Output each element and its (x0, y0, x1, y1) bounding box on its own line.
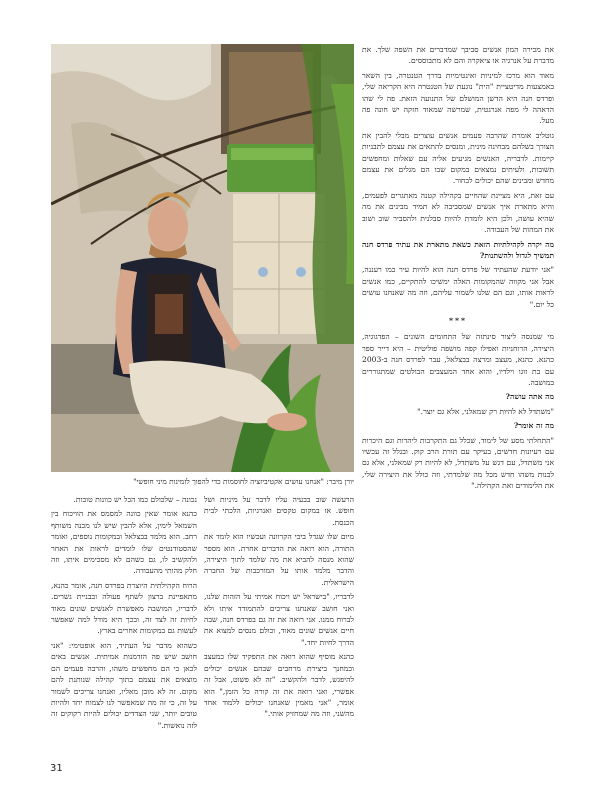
paragraph: את מכירה המון אנשים סביבך שמדברים את השפה שלך. את מדברת על אנרגיה או ציאקרה והם לא מתבוססים. (362, 45, 554, 66)
paragraph: הרעשה שוב בבעיה עליו לדבר על מיניות ושל חופש. אז במקום טקסים ואנרגיות, הלכתי לבית הכנסת. (204, 495, 354, 527)
paragraph: כשהוא מדבר על העתיד, הוא אופטימי: "אני חושב שיש פה הזדמנות אמיתית. אנשים באים לכאן כי הם מחפשים משהו, והרבה פעמים הם מוצאים את עצמם בתוך קהילה שנותנת להם מקום. זה לא מובן מאליו, ואנחנו צריכים לשמור על זה, כי זה מה שמאפשר לנו לצמוח יחד ולהיות טובים יותר, שני הצדדים יכולים להיות רקוקים זה לזה נואשות." (51, 640, 197, 730)
paragraph: מיום שלו שגדל ביבי הקרוונה ועכשיו הוא לומד את התורה, הוא רואה את הדברים אחרת. הוא מספר שהוא מנסה להביא את מה שלמד לתוך היצירה, והדבר מלמד אותו על המורכבות של החברה הישראלית. (204, 532, 354, 587)
article-column-middle (204, 494, 354, 723)
interview-question: מה זה אומר? (513, 421, 554, 431)
paragraph: הרוח הקהילתית היוצרת בפרדס חנה, אומר כהנא, מתאפיינת ברצון לשתף פעולה ובבניית גשרים. לדבריו, המושבה מאפשרת לאנשים שונים מאוד לחיות זה לצד זה, ובכך היא מודל למה שאפשר לעשות גם במקומות אחרים בארץ. (51, 580, 197, 636)
paragraph: מי שמנסה ליצור סינתזה של התחומים השונים – הפדגוגיה, היצירה, הרוחניות ואפילו קפה מושפה פוליטית – היא דייר ספר כהנא. כהנא, מעצב ומרצה בבצלאל, עבר לפרדס חנה ב-2003 עם בת זוגו וילדיו, והוא אחד המעצבים הבולטים שמתגוררים במושבה. (362, 332, 554, 387)
paragraph: כהנא מוסיף שהוא רואה את התפקיד שלו כמעצב וכמחנך ביצירת מרחבים שבהם אנשים יכולים להיפגש, לדבר ולהקשיב. "זה לא פשוט, אבל זה אפשרי, ואני רואה את זה קורה כל הזמן," הוא אומר, "אני מאמין שאנחנו יכולים ללמוד אחד מהשני, וזה מה שמחזיק אותי." (204, 652, 354, 719)
page-number: 31 (50, 763, 63, 774)
paragraph: "משתדל לא להיות רק שמאלני, אלא גם יוצר." (417, 406, 554, 416)
photo-illustration (51, 44, 354, 472)
paragraph: עם זאת, היא מציינת שהחיים בקהילה קטנה מאתגרים לפעמים, והיא מתארת איך אנשים שמסביבה לא תמיד מבינים את מה שהיא עושה, ולכן היא לומדת להיות סבלנית ולהסביר שוב ושוב את המהות של העבודה. (362, 190, 554, 235)
article-column-left (51, 494, 197, 734)
article-photo (51, 44, 354, 472)
section-divider: *** (449, 315, 467, 325)
interview-question: מה אתה עושה? (505, 392, 554, 402)
paragraph: מאוד הוא מרכז למיניות ואינטימיות בדרך הטנטרה, בין השאר באמצעות מדיטציית "הית" נוגעת של הטנטרה היא הקריאה שלי, ופרדס חנה היא הדשן המושלם של התנועה הזאת. פה לי שהו הדאהה לי מפה אנרגטית, שמרשה שמאוד חזקה יש חונה פה מעל. (362, 70, 554, 126)
paragraph: "התחלתי מסע של לימוד, שכלל גם התקרבות ליהדות וגם היכרות עם רעיונות חדשים, בעיקר עם תורת הרב קוק. ובגלל זה עכשיו אני משתדל, עם דגש על משתדל, לא להיות רק שמאלני, אלא גם לבנות משהו חדש מכל מה שלמדתי, וזה כולל את היצירה שלי, את הלימודים ואת הקהילה." (362, 435, 554, 491)
paragraph: לדבריו, "בישראל יש ויכוח אמיתי על הזהות שלנו, ואני חושב שאנחנו צריכים להתמודד איתו ולא לברוח ממנו. אני רואה את זה גם בפרדס חנה, שבה חיים אנשים שונים מאוד, וכולם מנסים למצוא את הדרך לחיות יחד." (204, 592, 354, 647)
paragraph: "אני יודעת שהעתיד של פרדס חנה הוא להיות עיר כמו רעננה, אבל אני מקווה שהמקומות האלה ימשיכו להתקיים, כמו אנשים לראות אותו, וגם הם שלנו לשמור עליהם, וזה מה שאנחנו עושים כל יום." (362, 265, 554, 309)
paragraph: גוטליב אומרת שהרבה פעמים אנשים עוצרים מבלי להבין את הצורך בשלהם מבחינה מינית, ומנסים להתאים את עצמם לתבניות קיימות. לדבריה, האנשים מגיעים אליה עם שאלות ומחפשים תשובות, ולעיתים נמצאים במקום שבו הם מגלים את עצמם מחדש ומבינים שהם יכולים לבחור. (362, 130, 554, 186)
interview-question: מה יקרה לקהילתיות הזאת כשאת מתארת את עתיד פרדס חנה תמשיך לגדול ולהשתנות? (362, 239, 554, 260)
paragraph: כהנא אומר שאין כוונה למסמס את הוויכוח בין השמאל לימין, אלא להבין שיש לנו מכנה משותף רחב. הוא מלמד בבצלאל ובמקומות נוספים, ואומר שהסטודנטים שלו לומדים לראות את האחר ולהקשיב לו, גם כשהם לא מסכימים איתו, וזה חלק מהותי מהעבודה. (51, 509, 197, 576)
article-column-right (362, 44, 554, 495)
photo-caption: יורן מיבר: "אנחנו עושים אקטיביזציה לחוסמות כדי להפוך לזמינות מיני חופשי" (133, 477, 354, 486)
paragraph: נכונה – שלכולם כמו הכל יש כוונות טובות. (73, 495, 197, 504)
